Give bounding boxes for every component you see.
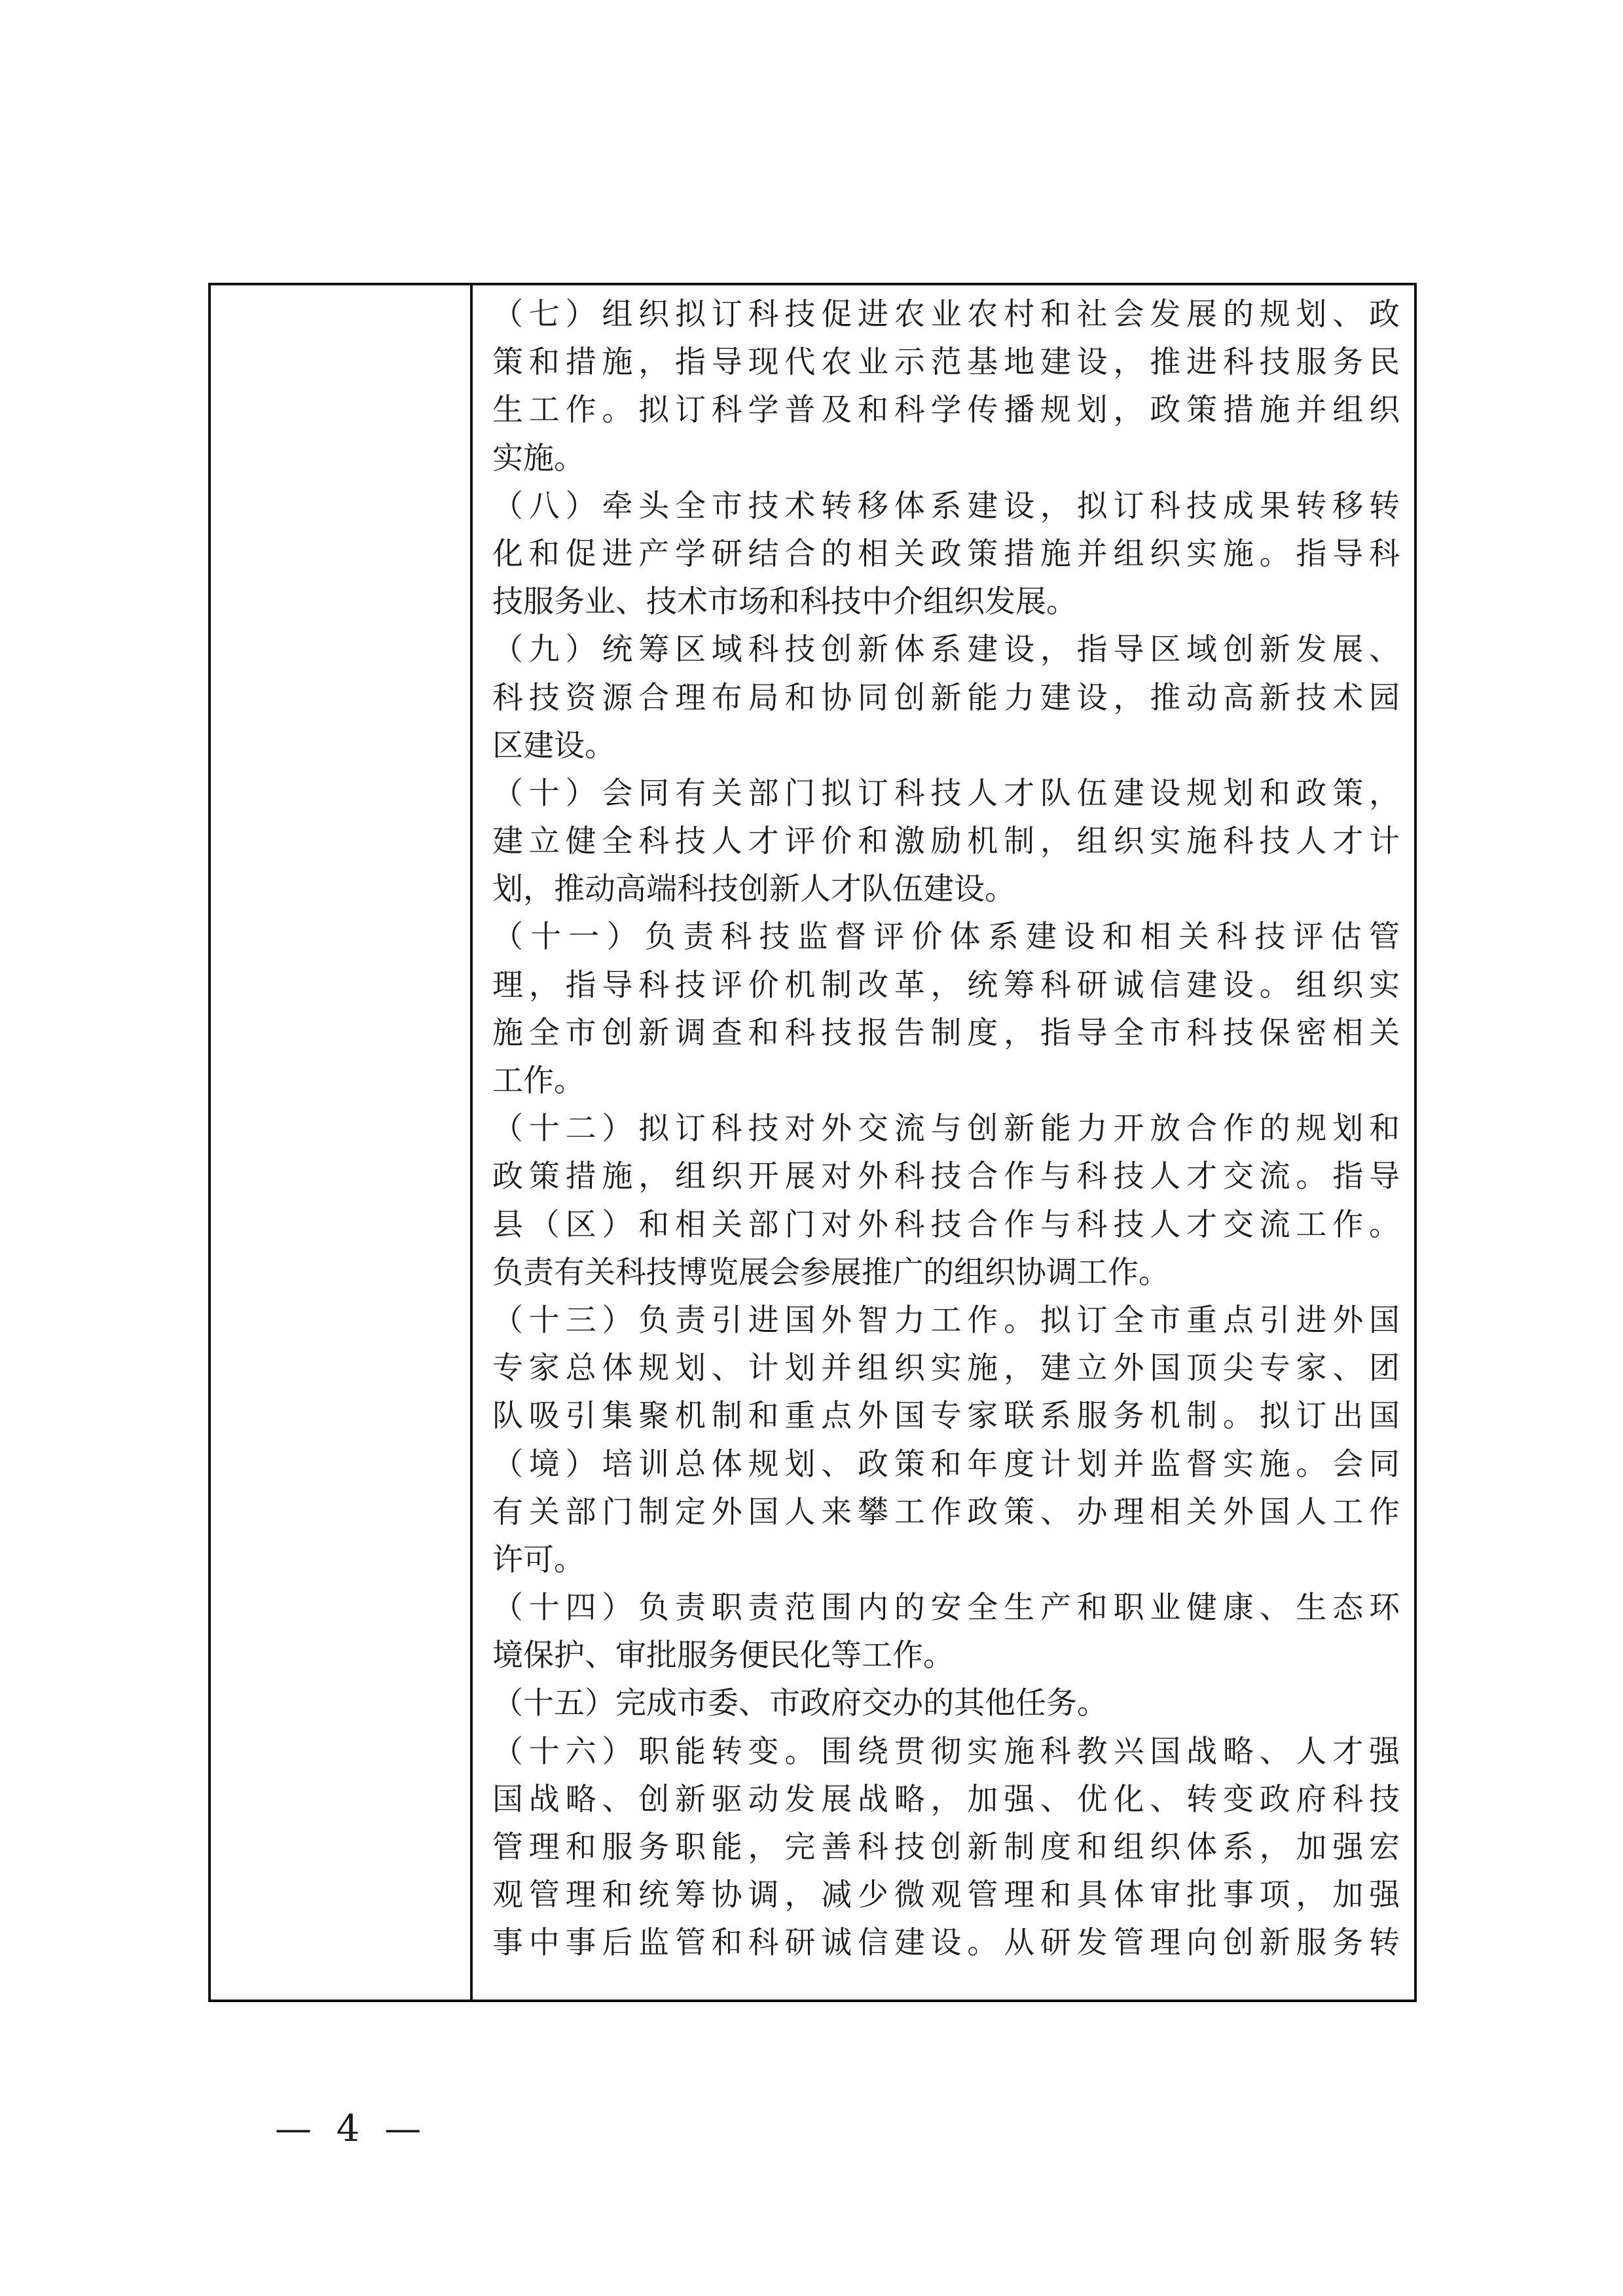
responsibilities-table bbox=[208, 283, 1417, 2002]
text-line: 科技资源合理布局和协同创新能力建设，推动高新技术园 bbox=[492, 679, 1400, 716]
text-line: 区建设。 bbox=[492, 727, 615, 764]
text-line: 管理和服务职能，完善科技创新制度和组织体系，加强宏 bbox=[492, 1829, 1400, 1865]
text-line: （境）培训总体规划、政策和年度计划并监督实施。会同 bbox=[492, 1446, 1400, 1482]
table-right-column bbox=[473, 285, 1414, 2000]
text-line: 生工作。拟订科学普及和科学传播规划，政策措施并组织 bbox=[492, 392, 1400, 429]
text-line: 县（区）和相关部门对外科技合作与科技人才交流工作。 bbox=[492, 1206, 1400, 1243]
text-line: 化和促进产学研结合的相关政策措施并组织实施。指导科 bbox=[492, 535, 1400, 572]
text-line: 专家总体规划、计划并组织实施，建立外国顶尖专家、团 bbox=[492, 1350, 1400, 1387]
text-line: （七）组织拟订科技促进农业农村和社会发展的规划、政 bbox=[492, 296, 1400, 332]
text-line: （十）会同有关部门拟订科技人才队伍建设规划和政策， bbox=[492, 775, 1400, 812]
text-line: 事中事后监管和科研诚信建设。从研发管理向创新服务转 bbox=[492, 1925, 1400, 1962]
text-line: 技服务业、技术市场和科技中介组织发展。 bbox=[492, 584, 1077, 620]
text-line: 施全市创新调查和科技报告制度，指导全市科技保密相关 bbox=[492, 1014, 1400, 1051]
text-line: 境保护、审批服务便民化等工作。 bbox=[492, 1638, 954, 1674]
text-line: 观管理和统筹协调，减少微观管理和具体审批事项，加强 bbox=[492, 1877, 1400, 1914]
text-line: 队吸引集聚机制和重点外国专家联系服务机制。拟订出国 bbox=[492, 1398, 1400, 1435]
text-line: （十六）职能转变。围绕贯彻实施科教兴国战略、人才强 bbox=[492, 1733, 1400, 1770]
text-line: 有关部门制定外国人来攀工作政策、办理相关外国人工作 bbox=[492, 1494, 1400, 1530]
text-line: 建立健全科技人才评价和激励机制，组织实施科技人才计 bbox=[492, 823, 1400, 860]
text-line: 策和措施，指导现代农业示范基地建设，推进科技服务民 bbox=[492, 344, 1400, 381]
text-line: （九）统筹区域科技创新体系建设，指导区域创新发展、 bbox=[492, 632, 1400, 668]
text-line: （十五）完成市委、市政府交办的其他任务。 bbox=[492, 1685, 1108, 1722]
page-number: — 4 — bbox=[275, 2108, 428, 2150]
text-line: 负责有关科技博览展会参展推广的组织协调工作。 bbox=[492, 1254, 1169, 1291]
text-line: （十四）负责职责范围内的安全生产和职业健康、生态环 bbox=[492, 1590, 1400, 1626]
text-line: 国战略、创新驱动发展战略，加强、优化、转变政府科技 bbox=[492, 1781, 1400, 1818]
text-line: （十三）负责引进国外智力工作。拟订全市重点引进外国 bbox=[492, 1302, 1400, 1338]
table-left-column bbox=[211, 285, 473, 2000]
text-line: （十一）负责科技监督评价体系建设和相关科技评估管 bbox=[492, 919, 1400, 956]
text-line: 工作。 bbox=[492, 1063, 585, 1099]
text-line: （十二）拟订科技对外交流与创新能力开放合作的规划和 bbox=[492, 1111, 1400, 1147]
text-line: 理，指导科技评价机制改革，统筹科研诚信建设。组织实 bbox=[492, 967, 1400, 1003]
text-line: 划，推动高端科技创新人才队伍建设。 bbox=[492, 871, 1015, 908]
text-line: （八）牵头全市技术转移体系建设，拟订科技成果转移转 bbox=[492, 488, 1400, 524]
text-line: 许可。 bbox=[492, 1541, 585, 1578]
text-line: 实施。 bbox=[492, 440, 585, 476]
text-line: 政策措施，组织开展对外科技合作与科技人才交流。指导 bbox=[492, 1158, 1400, 1195]
